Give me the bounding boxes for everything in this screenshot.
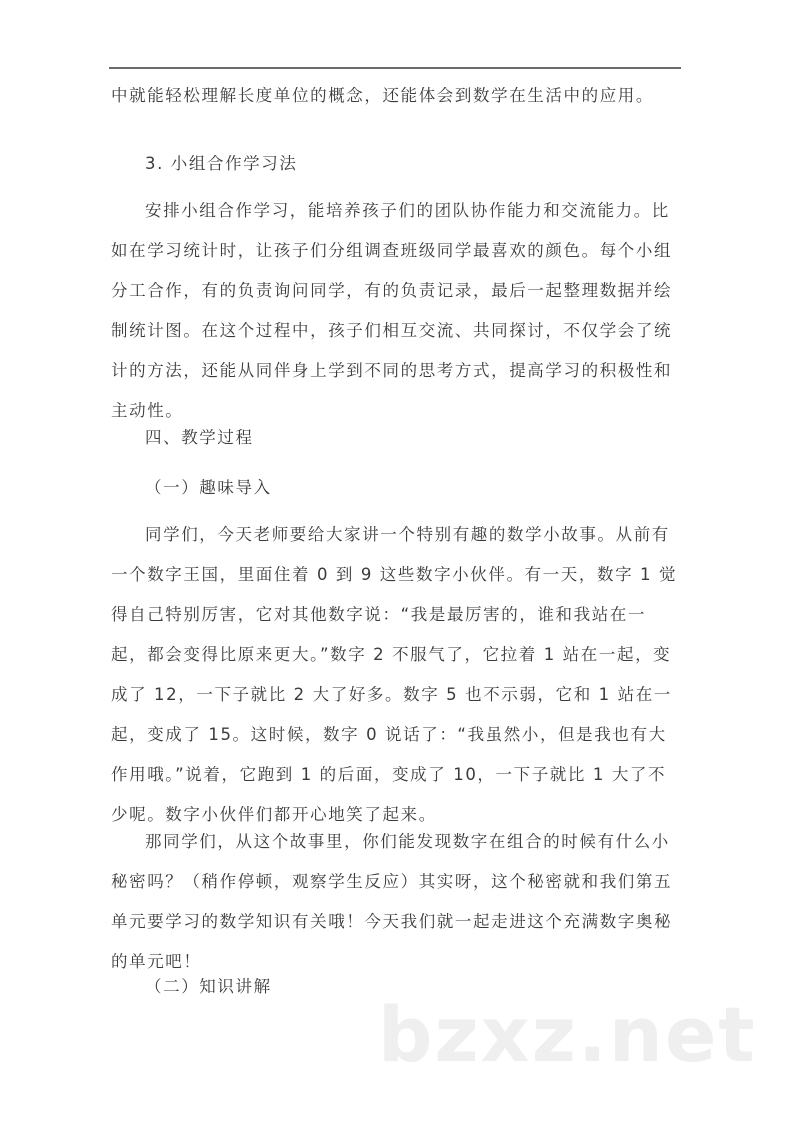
watermark: bzxz.net — [378, 990, 757, 1079]
section-heading-3: 3. 小组合作学习法 — [145, 154, 298, 173]
subsection-heading-2: （二）知识讲解 — [145, 977, 272, 996]
story-paragraph: 同学们，今天老师要给大家讲一个特别有趣的数学小故事。从前有一个数字王国，里面住着 0 到 9 这些数字小伙伴。有一天，数字 1 觉得自己特别厉害，它对其他数字说：“我是最厉害的，谁和我站在一起，都会变得比原来更大。”数字 2 不服气了，它拉着 1 站在一起，变成了 12，一下子就比 2 大了好多。数字 5 也不示弱，它和 1 站在一起，变成了 15。这时候，数字 0 说话了：“我虽然小，但是我也有大作用哦。”说着，它跑到 1 的后面，变成了 10，一下子就比 1 大了不少呢。数字小伙伴们都开心地笑了起来。 — [111, 525, 678, 824]
header-divider — [109, 67, 681, 69]
subsection-heading-1: （一）趣味导入 — [145, 478, 272, 497]
section-3-paragraph: 安排小组合作学习，能培养孩子们的团队协作能力和交流能力。比如在学习统计时，让孩子们分组调查班级同学最喜欢的颜色。每个小组分工合作，有的负责询问同学，有的负责记录，最后一起整理数据并绘制统计图。在这个过程中，孩子们相互交流、共同探讨，不仅学会了统计的方法，还能从同伴身上学到不同的思考方式，提高学习的积极性和主动性。 — [111, 201, 673, 420]
chapter-heading-4: 四、教学过程 — [145, 428, 254, 447]
continuation-paragraph: 中就能轻松理解长度单位的概念，还能体会到数学在生活中的应用。 — [111, 86, 654, 105]
question-paragraph: 那同学们，从这个故事里，你们能发现数字在组合的时候有什么小秘密吗？（稍作停顿，观察学生反应）其实呀，这个秘密就和我们第五单元要学习的数学知识有关哦！今天我们就一起走进这个充满数字奥秘的单元吧！ — [111, 832, 673, 971]
